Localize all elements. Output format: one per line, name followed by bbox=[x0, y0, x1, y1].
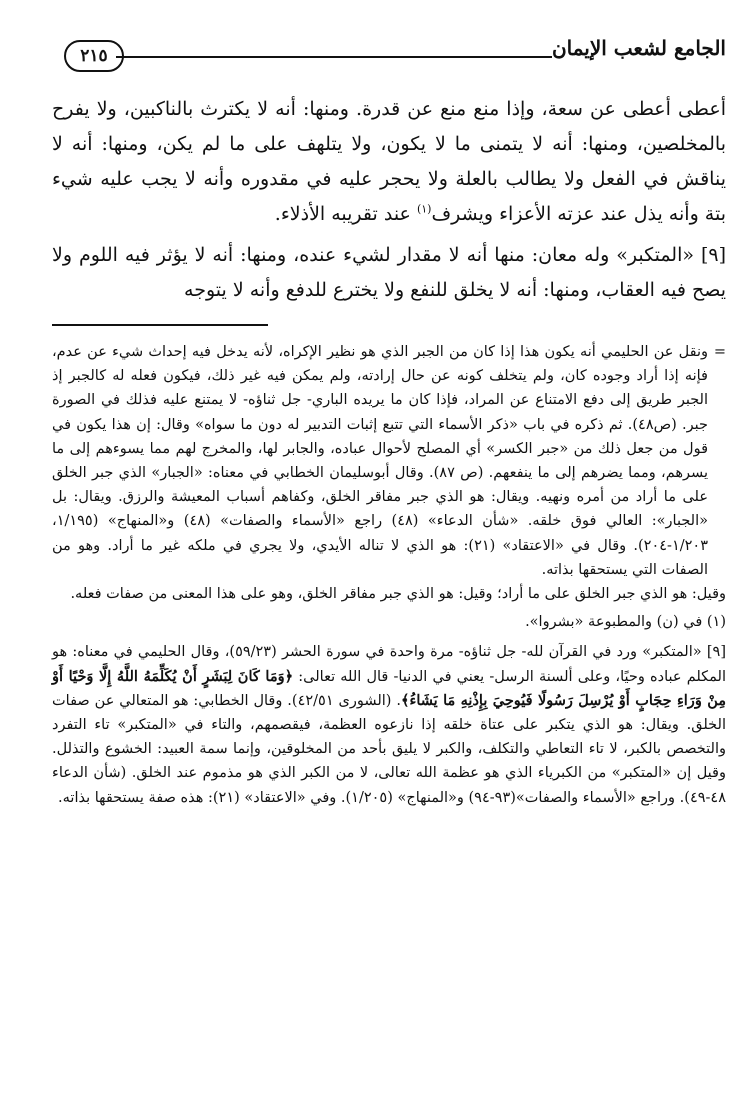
main-text bbox=[52, 92, 726, 308]
quran-verse: ﴿وَمَا كَانَ لِبَشَرٍ أَنْ يُكَلِّمَهُ اللَّهُ إِلَّا وَحْيًا أَوْ مِنْ وَرَاءِ حِجَابٍ أَوْ يُرْسِلَ رَسُولًا فَيُوحِيَ بِإِذْنِهِ مَا يَشَاءُ﴾ bbox=[52, 667, 726, 709]
footnote-continuation bbox=[52, 340, 726, 582]
footnote-1: (١) في (ن) والمطبوعة «بشروا». bbox=[525, 614, 726, 631]
footnotes bbox=[52, 340, 726, 810]
page-header bbox=[52, 34, 726, 76]
main-paragraph-2: [٩] «المتكبر» وله معان: منها أنه لا مقدار لشيء عنده، ومنها: أنه لا يؤثر فيه اللوم ولا يصح فيه العقاب، ومنها: أنه لا يخلق للنفع ولا يخترع للدفع وأنه لا يتوجه bbox=[52, 244, 726, 301]
footnote-9 bbox=[52, 640, 726, 809]
main-paragraph-1 bbox=[52, 92, 726, 232]
footnote-9-rest: . (الشورى ٤٢/٥١). وقال الخطابي: هو المتعالي عن صفات الخلق. ويقال: هو الذي يتكبر على عتاة خلقه إذا نازعوه العظمة، فيقصمهم، والتاء في «المتكبر» تاء التفرد والتخصص بالكبر، لا تاء التعاطي والتكلف، والكبر لا يليق بأحد من المخلوقين، وإنما سمة العبيد: الخشوع والتذلل. وقيل إن «المتكبر» من الكبرياء الذي هو عظمة الله تعالى، لا من الكبر الذي هو مذموم عند الخلق. (شأن الدعاء ٤٨-٤٩). وراجع «الأسماء والصفات»(٩٣-٩٤) و«المنهاج» (١/٢٠٥). وفي «الاعتقاد» (٢١): هذه صفة يستحقها بذاته. bbox=[52, 692, 726, 806]
continuation-mark: = bbox=[713, 344, 726, 360]
footnote-continuation-text: ونقل عن الحليمي أنه يكون هذا إذا كان من الجبر الذي هو نظير الإكراه، لأنه يدخل فيه إحداث شيء عن عدم، فإنه إذا أراد وجوده كان، ولم يتخلف كونه عن حال إرادته، ولم يمكن فيه غير ذلك، فيكون فعله له كالجبر إذ الجبر طريق إلى دفع الامتناع عن المراد، فإذا كان ما يريده الباري- جل ثناؤه- لا يمتنع عليه فذلك في الصورة جبر. (ص٤٨). ثم ذكره في باب «ذكر الأسماء التي تتبع إثبات التدبير له دون ما سواه» وقال: إن هذا يكون في قول من جعل ذلك من «جبر الكسر» أي المصلح لأحوال عباده، والجابر لها، والمخرج لهم مما يسوءهم إلى ما يسرهم، ومما يضرهم إلى ما ينفعهم. (ص ٨٧). وقال أبوسليمان الخطابي في معناه: «الجبار» الذي جبر الخلق على ما أراد من أمره ونهيه. ويقال: هو الذي جبر مفاقر الخلق، وكفاهم أسباب المعيشة والرزق. ويقال: بل «الجبار»: العالي فوق خلقه. «شأن الدعاء» (٤٨) راجع «الأسماء والصفات» (٤٨) و«المنهاج» (١/١٩٥، ١/٢٠٣-٢٠٤). وقال في «الاعتقاد» (٢١): هو الذي لا تناله الأيدي، ولا يجري في ملكه غير ما أراد. وهو من الصفات التي يستحقها بذاته. bbox=[52, 344, 709, 578]
footnote-9-intro: [٩] «المتكبر» ورد في القرآن لله- جل ثناؤه- مرة واحدة في سورة الحشر (٥٩/٢٣)، وقال الحليمي في معناه: هو المكلم عباده وحيًا، وعلى ألسنة الرسل- يعني في الدنيا- قال الله تعالى: bbox=[52, 644, 726, 685]
header-rule bbox=[116, 56, 552, 58]
page-number: ٢١٥ bbox=[64, 40, 124, 72]
book-title: الجامع لشعب الإيمان bbox=[551, 36, 726, 60]
footnote-ref-1: (١) bbox=[416, 202, 432, 216]
main-paragraph-1-text: أعطى أعطى عن سعة، وإذا منع منع عن قدرة. ومنها: أنه لا يكترث بالناكبين، ولا يفرح بالمخلصين، ومنها: أنه لا يتمنى ما لا يكون، ولا يتلهف على ما لم يكن، ومنها: أنه لا يناقش في الفعل ولا يطالب بالعلة ولا يحجر عليه في مقدوره وأنه لا يجب عليه شيء بتة وأنه يذل عند عزته الأعزاء ويشرف bbox=[52, 98, 726, 225]
book-page bbox=[52, 34, 726, 810]
main-paragraph-1-end: عند تقريبه الأذلاء. bbox=[274, 203, 411, 225]
footnote-separator bbox=[52, 324, 268, 326]
footnote-continuation-2: وقيل: هو الذي جبر الخلق على ما أراد؛ وقيل: هو الذي جبر مفاقر الخلق، وهو على هذا المعنى من صفات فعله. bbox=[70, 586, 726, 603]
